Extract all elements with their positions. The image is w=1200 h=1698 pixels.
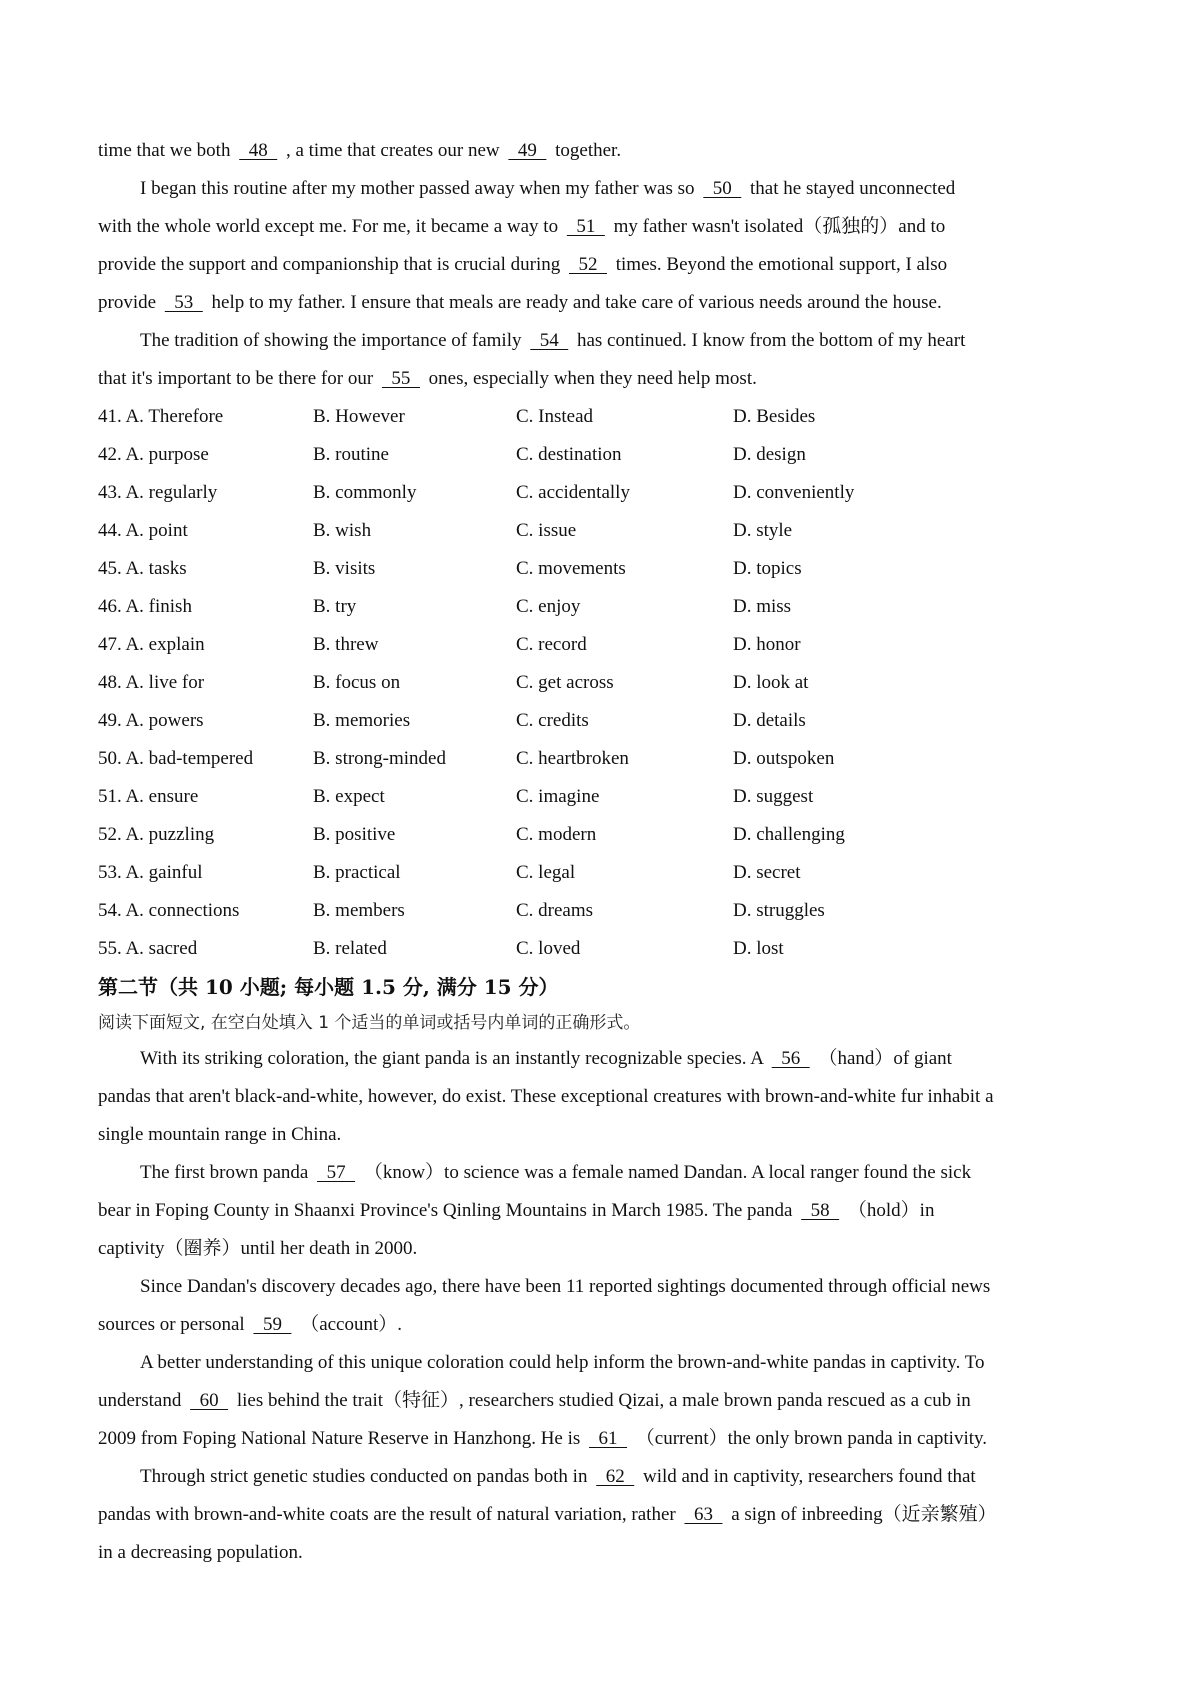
passage-text: Through strict genetic studies conducted on pandas both in [140, 1466, 593, 1487]
passage-text: , a time that creates our new [281, 140, 505, 161]
option-d: D. miss [733, 596, 792, 617]
passage-line [98, 1268, 1118, 1306]
passage-text: A better understanding of this unique coloration could help inform the brown-and-white pandas in captivity. To [140, 1352, 985, 1373]
passage-line [98, 322, 1118, 360]
option-b: B. practical [313, 862, 401, 883]
passage-text: that it's important to be there for our [98, 368, 378, 389]
option-b: B. visits [313, 558, 376, 579]
passage-text: Since Dandan's discovery decades ago, there have been 11 reported sightings documented through official news [140, 1276, 991, 1297]
passage-line [98, 1344, 1118, 1382]
option-row [98, 892, 1118, 930]
option-c: C. Instead [516, 406, 594, 427]
answer-blank-51[interactable]: 51 [566, 216, 605, 237]
answer-blank-61[interactable]: 61 [589, 1428, 628, 1449]
passage-line [98, 208, 1118, 246]
option-d: D. honor [733, 634, 801, 655]
option-d: D. Besides [733, 406, 816, 427]
passage-text: provide [98, 292, 161, 313]
passage-text: （account）. [295, 1314, 403, 1335]
option-row [98, 816, 1118, 854]
passage-text: （know）to science was a female named Dandan. A local ranger found the sick [359, 1162, 972, 1183]
option-c: C. dreams [516, 900, 594, 921]
passage-two [98, 1040, 1118, 1572]
passage-line [98, 360, 1118, 398]
option-b: B. However [313, 406, 405, 427]
passage-text: （current）the only brown panda in captivity. [631, 1428, 988, 1449]
option-d: D. secret [733, 862, 801, 883]
option-row [98, 702, 1118, 740]
option-c: C. credits [516, 710, 589, 731]
passage-line [98, 170, 1118, 208]
option-c: C. modern [516, 824, 597, 845]
passage-text: that he stayed unconnected [745, 178, 956, 199]
option-c: C. get across [516, 672, 614, 693]
answer-blank-52[interactable]: 52 [568, 254, 607, 275]
option-d: D. style [733, 520, 793, 541]
question-option-a: 49. A. powers [98, 710, 204, 731]
option-c: C. loved [516, 938, 581, 959]
section-instruction: 阅读下面短文, 在空白处填入 1 个适当的单词或括号内单词的正确形式。 [98, 1013, 641, 1033]
passage-line [98, 1154, 1118, 1192]
section-heading: 第二节（共 10 小题; 每小题 1.5 分, 满分 15 分） [98, 975, 559, 999]
option-b: B. wish [313, 520, 372, 541]
option-c: C. enjoy [516, 596, 581, 617]
option-row [98, 398, 1118, 436]
passage-line [98, 1230, 1118, 1268]
option-d: D. details [733, 710, 806, 731]
passage-text: ones, especially when they need help most. [423, 368, 757, 389]
passage-text: with the whole world except me. For me, it became a way to [98, 216, 563, 237]
answer-blank-50[interactable]: 50 [703, 178, 742, 199]
option-d: D. suggest [733, 786, 814, 807]
option-c: C. movements [516, 558, 626, 579]
passage-text: wild and in captivity, researchers found that [638, 1466, 976, 1487]
passage-line [98, 1040, 1118, 1078]
option-d: D. challenging [733, 824, 845, 845]
passage-line [98, 1116, 1118, 1154]
options-list [98, 398, 1118, 968]
passage-text: （hand）of giant [813, 1048, 952, 1069]
answer-blank-60[interactable]: 60 [190, 1390, 229, 1411]
option-d: D. topics [733, 558, 802, 579]
passage-text: The first brown panda [140, 1162, 314, 1183]
passage-line [98, 1078, 1118, 1116]
passage-text: single mountain range in China. [98, 1124, 342, 1145]
option-d: D. lost [733, 938, 784, 959]
question-option-a: 46. A. finish [98, 596, 192, 617]
option-d: D. struggles [733, 900, 825, 921]
option-b: B. members [313, 900, 405, 921]
option-b: B. routine [313, 444, 389, 465]
answer-blank-53[interactable]: 53 [164, 292, 203, 313]
passage-text: understand [98, 1390, 187, 1411]
option-b: B. try [313, 596, 357, 617]
answer-blank-62[interactable]: 62 [596, 1466, 635, 1487]
option-row [98, 664, 1118, 702]
option-row [98, 778, 1118, 816]
passage-line [98, 284, 1118, 322]
question-option-a: 53. A. gainful [98, 862, 203, 883]
option-b: B. focus on [313, 672, 401, 693]
option-c: C. legal [516, 862, 576, 883]
passage-text: has continued. I know from the bottom of my heart [572, 330, 966, 351]
option-row [98, 436, 1118, 474]
question-option-a: 41. A. Therefore [98, 406, 224, 427]
option-b: B. positive [313, 824, 396, 845]
option-b: B. threw [313, 634, 379, 655]
passage-text: time that we both [98, 140, 236, 161]
answer-blank-58[interactable]: 58 [801, 1200, 840, 1221]
option-d: D. outspoken [733, 748, 835, 769]
passage-text: I began this routine after my mother passed away when my father was so [140, 178, 700, 199]
question-option-a: 55. A. sacred [98, 938, 198, 959]
option-c: C. issue [516, 520, 577, 541]
option-d: D. design [733, 444, 806, 465]
passage-line [98, 1306, 1118, 1344]
passage-text: in a decreasing population. [98, 1542, 303, 1563]
option-c: C. accidentally [516, 482, 630, 503]
option-b: B. memories [313, 710, 411, 731]
passage-one [98, 132, 1118, 398]
option-c: C. imagine [516, 786, 600, 807]
passage-line [98, 1496, 1118, 1534]
passage-text: （hold）in [843, 1200, 935, 1221]
passage-text: my father wasn't isolated（孤独的）and to [608, 216, 946, 237]
passage-text: With its striking coloration, the giant panda is an instantly recognizable species. A [140, 1048, 768, 1069]
passage-text: lies behind the trait（特征）, researchers studied Qizai, a male brown panda rescued as a cub in [232, 1390, 971, 1411]
passage-line [98, 1192, 1118, 1230]
option-d: D. conveniently [733, 482, 855, 503]
passage-text: pandas with brown-and-white coats are the result of natural variation, rather [98, 1504, 681, 1525]
passage-text: a sign of inbreeding（近亲繁殖） [726, 1504, 997, 1525]
question-option-a: 48. A. live for [98, 672, 205, 693]
option-row [98, 930, 1118, 968]
exam-page [98, 132, 1118, 1572]
option-row [98, 512, 1118, 550]
question-option-a: 44. A. point [98, 520, 188, 541]
answer-blank-59[interactable]: 59 [253, 1314, 292, 1335]
passage-line [98, 1420, 1118, 1458]
option-row [98, 626, 1118, 664]
option-row [98, 550, 1118, 588]
passage-text: The tradition of showing the importance of family [140, 330, 527, 351]
option-b: B. commonly [313, 482, 417, 503]
answer-blank-57[interactable]: 57 [317, 1162, 356, 1183]
answer-blank-49[interactable]: 49 [508, 140, 547, 161]
option-c: C. heartbroken [516, 748, 629, 769]
passage-line [98, 1534, 1118, 1572]
question-option-a: 50. A. bad-tempered [98, 748, 254, 769]
answer-blank-48[interactable]: 48 [239, 140, 278, 161]
option-row [98, 588, 1118, 626]
question-option-a: 42. A. purpose [98, 444, 209, 465]
question-option-a: 51. A. ensure [98, 786, 199, 807]
option-c: C. destination [516, 444, 622, 465]
passage-text: pandas that aren't black-and-white, however, do exist. These exceptional creatures with brown-and-white fur inhabit a [98, 1086, 994, 1107]
question-option-a: 54. A. connections [98, 900, 240, 921]
answer-blank-55[interactable]: 55 [381, 368, 420, 389]
passage-text: help to my father. I ensure that meals are ready and take care of various needs around the house. [206, 292, 942, 313]
passage-text: 2009 from Foping National Nature Reserve in Hanzhong. He is [98, 1428, 586, 1449]
passage-text: bear in Foping County in Shaanxi Province's Qinling Mountains in March 1985. The panda [98, 1200, 798, 1221]
option-row [98, 854, 1118, 892]
passage-line [98, 246, 1118, 284]
question-option-a: 47. A. explain [98, 634, 205, 655]
option-b: B. expect [313, 786, 385, 807]
passage-text: together. [550, 140, 622, 161]
passage-text: sources or personal [98, 1314, 250, 1335]
question-option-a: 43. A. regularly [98, 482, 218, 503]
option-b: B. related [313, 938, 387, 959]
option-c: C. record [516, 634, 587, 655]
passage-line [98, 132, 1118, 170]
passage-line [98, 1382, 1118, 1420]
option-b: B. strong-minded [313, 748, 446, 769]
answer-blank-56[interactable]: 56 [771, 1048, 810, 1069]
option-row [98, 740, 1118, 778]
question-option-a: 52. A. puzzling [98, 824, 215, 845]
option-d: D. look at [733, 672, 809, 693]
passage-line [98, 1458, 1118, 1496]
answer-blank-54[interactable]: 54 [530, 330, 569, 351]
question-option-a: 45. A. tasks [98, 558, 187, 579]
option-row [98, 474, 1118, 512]
answer-blank-63[interactable]: 63 [684, 1504, 723, 1525]
passage-text: captivity（圈养）until her death in 2000. [98, 1238, 418, 1259]
passage-text: provide the support and companionship that is crucial during [98, 254, 565, 275]
passage-text: times. Beyond the emotional support, I also [610, 254, 948, 275]
